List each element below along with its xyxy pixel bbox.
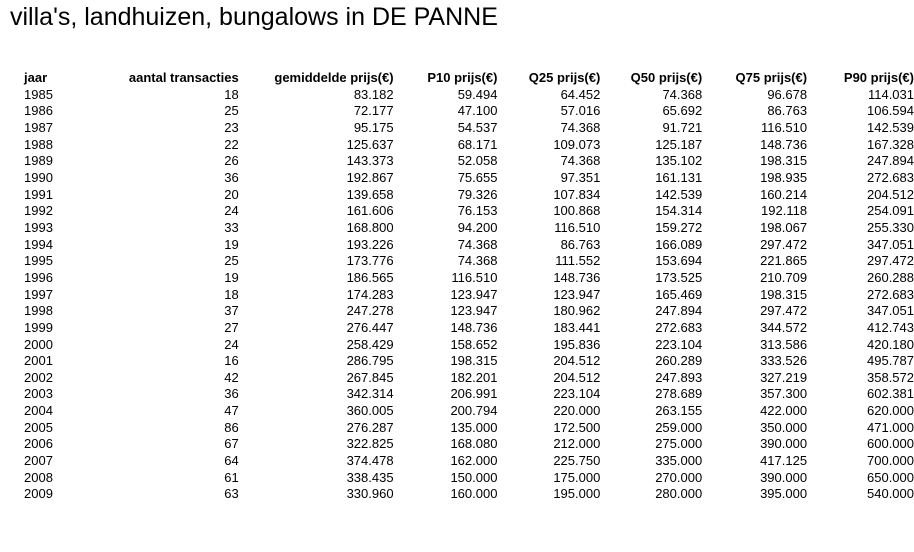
cell-q25-prijs: 204.512 [553,353,601,369]
cell-jaar: 1998 [24,303,53,319]
cell-q75-prijs: 198.935 [760,169,808,185]
cell-p90-prijs: 600.000 [867,436,914,452]
cell-gemiddelde-prijs: 186.565 [346,269,394,285]
cell-gemiddelde-prijs: 95.175 [353,119,394,135]
cell-q25-prijs: 180.962 [553,303,601,319]
table-row [24,203,914,220]
cell-gemiddelde-prijs: 322.825 [346,436,394,452]
cell-p90-prijs: 420.180 [867,336,914,352]
cell-p10-prijs: 54.537 [457,119,498,135]
cell-q50-prijs: 272.683 [655,319,703,335]
cell-p10-prijs: 206.991 [450,386,498,402]
cell-jaar: 1996 [24,269,53,285]
cell-p10-prijs: 75.655 [457,169,498,185]
cell-p10-prijs: 116.510 [451,269,498,285]
cell-q50-prijs: 247.893 [655,369,703,385]
cell-q50-prijs: 125.187 [655,136,703,152]
cell-p10-prijs: 123.947 [450,303,498,319]
cell-q75-prijs: 116.510 [761,119,808,135]
cell-q25-prijs: 111.552 [555,253,601,269]
cell-q25-prijs: 86.763 [560,236,601,252]
table-row [24,253,914,270]
table-row [24,187,914,204]
cell-jaar: 1990 [24,169,53,185]
cell-p90-prijs: 347.051 [867,303,914,319]
cell-p90-prijs: 106.594 [867,103,914,119]
cell-q50-prijs: 223.104 [655,336,703,352]
cell-p10-prijs: 168.080 [450,436,498,452]
cell-p90-prijs: 254.091 [867,203,914,219]
cell-aantal-transacties: 86 [224,419,239,435]
cell-p90-prijs: 204.512 [867,186,914,202]
cell-q25-prijs: 212.000 [553,436,601,452]
cell-gemiddelde-prijs: 192.867 [346,169,394,185]
cell-p10-prijs: 182.201 [450,369,498,385]
cell-jaar: 1992 [24,203,53,219]
cell-q75-prijs: 297.472 [760,236,808,252]
cell-q75-prijs: 390.000 [760,469,808,485]
table-row [24,370,914,387]
cell-q50-prijs: 247.894 [655,303,703,319]
cell-gemiddelde-prijs: 247.278 [346,303,394,319]
cell-p10-prijs: 52.058 [457,153,498,169]
cell-p90-prijs: 602.381 [867,386,914,402]
cell-aantal-transacties: 22 [224,136,239,152]
cell-gemiddelde-prijs: 72.177 [353,103,394,119]
cell-p90-prijs: 272.683 [867,169,914,185]
cell-p10-prijs: 198.315 [450,353,498,369]
column-header-jaar: jaar [24,70,48,85]
cell-q75-prijs: 198.315 [760,153,808,169]
cell-p10-prijs: 123.947 [450,286,498,302]
cell-q75-prijs: 297.472 [760,303,808,319]
cell-p10-prijs: 158.652 [450,336,498,352]
cell-q25-prijs: 195.000 [553,486,601,502]
cell-gemiddelde-prijs: 173.776 [346,253,394,269]
cell-q50-prijs: 159.272 [655,219,703,235]
table-row [24,353,914,370]
cell-p90-prijs: 297.472 [867,253,914,269]
cell-p10-prijs: 74.368 [457,253,498,269]
cell-jaar: 2000 [24,336,53,352]
table-row [24,153,914,170]
cell-aantal-transacties: 37 [224,303,239,319]
column-header-p10-prijs: P10 prijs(€) [427,70,498,85]
cell-aantal-transacties: 47 [224,403,239,419]
cell-p90-prijs: 272.683 [867,286,914,302]
cell-jaar: 1997 [24,286,53,302]
cell-jaar: 2004 [24,403,53,419]
table-row [24,287,914,304]
cell-q75-prijs: 417.125 [760,453,808,469]
header-row [24,70,914,87]
table-body [24,87,914,503]
cell-q25-prijs: 204.512 [553,369,601,385]
cell-q50-prijs: 263.155 [655,403,703,419]
cell-aantal-transacties: 27 [224,319,239,335]
cell-q50-prijs: 154.314 [655,203,703,219]
table-row [24,303,914,320]
cell-q25-prijs: 109.073 [553,136,601,152]
cell-q25-prijs: 225.750 [553,453,601,469]
cell-gemiddelde-prijs: 276.447 [346,319,394,335]
cell-p90-prijs: 471.000 [867,419,914,435]
cell-p10-prijs: 76.153 [457,203,498,219]
table-row [24,320,914,337]
cell-gemiddelde-prijs: 168.800 [346,219,394,235]
table-row [24,337,914,354]
cell-jaar: 1986 [24,103,53,119]
cell-q75-prijs: 198.315 [760,286,808,302]
cell-q75-prijs: 390.000 [760,436,808,452]
cell-jaar: 2003 [24,386,53,402]
cell-jaar: 1987 [24,119,53,135]
cell-q25-prijs: 74.368 [560,119,601,135]
cell-gemiddelde-prijs: 276.287 [346,419,394,435]
cell-q50-prijs: 259.000 [655,419,703,435]
cell-q50-prijs: 74.368 [662,86,703,102]
cell-q50-prijs: 166.089 [655,236,703,252]
cell-q25-prijs: 148.736 [553,269,601,285]
cell-p10-prijs: 79.326 [457,186,498,202]
cell-q50-prijs: 280.000 [655,486,703,502]
cell-aantal-transacties: 24 [224,336,239,352]
cell-aantal-transacties: 24 [224,203,239,219]
cell-aantal-transacties: 42 [224,369,239,385]
cell-jaar: 1988 [24,136,53,152]
cell-q50-prijs: 91.721 [662,119,703,135]
cell-q25-prijs: 183.441 [553,319,601,335]
cell-q75-prijs: 221.865 [760,253,808,269]
cell-q50-prijs: 153.694 [655,253,703,269]
cell-q50-prijs: 173.525 [655,269,703,285]
cell-jaar: 2008 [24,469,53,485]
cell-q25-prijs: 100.868 [553,203,601,219]
cell-q50-prijs: 278.689 [655,386,703,402]
cell-jaar: 1989 [24,153,53,169]
cell-aantal-transacties: 23 [224,119,239,135]
cell-q75-prijs: 350.000 [760,419,808,435]
cell-p90-prijs: 347.051 [867,236,914,252]
cell-q25-prijs: 107.834 [553,186,601,202]
cell-gemiddelde-prijs: 193.226 [346,236,394,252]
cell-q75-prijs: 422.000 [760,403,808,419]
cell-jaar: 1985 [24,86,53,102]
cell-p10-prijs: 68.171 [457,136,498,152]
cell-q75-prijs: 198.067 [760,219,808,235]
cell-aantal-transacties: 19 [224,269,239,285]
cell-aantal-transacties: 67 [224,436,239,452]
cell-q75-prijs: 344.572 [760,319,808,335]
cell-aantal-transacties: 19 [224,236,239,252]
cell-q25-prijs: 116.510 [554,219,601,235]
cell-aantal-transacties: 33 [224,219,239,235]
cell-jaar: 1994 [24,236,53,252]
table-row [24,87,914,104]
cell-p10-prijs: 94.200 [457,219,498,235]
cell-q75-prijs: 313.586 [760,336,808,352]
cell-q50-prijs: 165.469 [655,286,703,302]
page-title: villa's, landhuizen, bungalows in DE PANNE [10,3,498,31]
transactions-table [24,70,914,503]
table-row [24,470,914,487]
cell-q25-prijs: 223.104 [553,386,601,402]
cell-p90-prijs: 495.787 [867,353,914,369]
cell-jaar: 2009 [24,486,53,502]
cell-q75-prijs: 327.219 [760,369,808,385]
cell-p90-prijs: 247.894 [867,153,914,169]
cell-p90-prijs: 358.572 [867,369,914,385]
cell-p90-prijs: 255.330 [867,219,914,235]
cell-gemiddelde-prijs: 174.283 [346,286,394,302]
column-header-q75-prijs: Q75 prijs(€) [735,70,808,85]
cell-q50-prijs: 65.692 [662,103,703,119]
cell-q25-prijs: 220.000 [553,403,601,419]
cell-p90-prijs: 412.743 [867,319,914,335]
cell-gemiddelde-prijs: 143.373 [346,153,394,169]
cell-p10-prijs: 135.000 [450,419,498,435]
cell-p10-prijs: 47.100 [457,103,498,119]
cell-aantal-transacties: 18 [224,86,239,102]
cell-p10-prijs: 59.494 [457,86,498,102]
column-header-aantal-transacties: aantal transacties [128,70,239,85]
cell-p90-prijs: 142.539 [867,119,914,135]
cell-gemiddelde-prijs: 286.795 [346,353,394,369]
cell-aantal-transacties: 26 [224,153,239,169]
cell-q75-prijs: 86.763 [767,103,808,119]
table-row [24,170,914,187]
cell-q75-prijs: 192.118 [761,203,808,219]
cell-q25-prijs: 123.947 [553,286,601,302]
cell-p90-prijs: 260.288 [867,269,914,285]
column-header-q50-prijs: Q50 prijs(€) [630,70,703,85]
table-row [24,120,914,137]
cell-aantal-transacties: 63 [224,486,239,502]
cell-jaar: 1993 [24,219,53,235]
cell-aantal-transacties: 20 [224,186,239,202]
cell-jaar: 1991 [24,186,53,202]
cell-q75-prijs: 96.678 [767,86,808,102]
table-row [24,220,914,237]
table-row [24,453,914,470]
cell-gemiddelde-prijs: 258.429 [346,336,394,352]
cell-gemiddelde-prijs: 342.314 [346,386,394,402]
table-row [24,103,914,120]
cell-q50-prijs: 135.102 [655,153,703,169]
column-header-q25-prijs: Q25 prijs(€) [528,70,601,85]
cell-q25-prijs: 195.836 [553,336,601,352]
cell-q75-prijs: 148.736 [760,136,808,152]
table-row [24,270,914,287]
table-row [24,436,914,453]
cell-jaar: 1999 [24,319,53,335]
cell-aantal-transacties: 64 [224,453,239,469]
cell-q50-prijs: 161.131 [655,169,703,185]
cell-aantal-transacties: 36 [224,386,239,402]
cell-q25-prijs: 64.452 [560,86,601,102]
cell-q50-prijs: 335.000 [655,453,703,469]
table-row [24,237,914,254]
cell-aantal-transacties: 25 [224,103,239,119]
table-row [24,420,914,437]
cell-aantal-transacties: 61 [224,469,239,485]
cell-gemiddelde-prijs: 83.182 [353,86,394,102]
column-header-gemiddelde-prijs: gemiddelde prijs(€) [274,70,394,85]
cell-gemiddelde-prijs: 338.435 [346,469,394,485]
cell-q25-prijs: 175.000 [553,469,601,485]
cell-q75-prijs: 357.300 [760,386,808,402]
cell-jaar: 1995 [24,253,53,269]
cell-q75-prijs: 210.709 [760,269,808,285]
cell-aantal-transacties: 16 [224,353,239,369]
cell-jaar: 2005 [24,419,53,435]
cell-q25-prijs: 74.368 [560,153,601,169]
cell-gemiddelde-prijs: 374.478 [346,453,394,469]
cell-p10-prijs: 200.794 [450,403,498,419]
column-header-p90-prijs: P90 prijs(€) [843,70,914,85]
cell-aantal-transacties: 25 [224,253,239,269]
table-row [24,137,914,154]
cell-q75-prijs: 160.214 [760,186,808,202]
cell-p10-prijs: 162.000 [450,453,498,469]
cell-aantal-transacties: 36 [224,169,239,185]
cell-p90-prijs: 114.031 [867,86,914,102]
cell-gemiddelde-prijs: 161.606 [346,203,394,219]
cell-gemiddelde-prijs: 267.845 [346,369,394,385]
cell-p10-prijs: 150.000 [450,469,498,485]
cell-q25-prijs: 57.016 [560,103,601,119]
cell-p90-prijs: 540.000 [867,486,914,502]
cell-p90-prijs: 620.000 [867,403,914,419]
table-row [24,386,914,403]
cell-p10-prijs: 74.368 [457,236,498,252]
cell-q75-prijs: 395.000 [760,486,808,502]
cell-aantal-transacties: 18 [224,286,239,302]
cell-q50-prijs: 275.000 [655,436,703,452]
cell-gemiddelde-prijs: 360.005 [346,403,394,419]
cell-jaar: 2006 [24,436,53,452]
cell-jaar: 2007 [24,453,53,469]
table-row [24,403,914,420]
cell-jaar: 2001 [24,353,53,369]
cell-q25-prijs: 97.351 [560,169,601,185]
cell-q75-prijs: 333.526 [760,353,808,369]
cell-p10-prijs: 148.736 [450,319,498,335]
cell-jaar: 2002 [24,369,53,385]
cell-gemiddelde-prijs: 125.637 [346,136,394,152]
cell-q25-prijs: 172.500 [553,419,601,435]
cell-q50-prijs: 142.539 [655,186,703,202]
cell-p90-prijs: 700.000 [867,453,914,469]
cell-p90-prijs: 167.328 [867,136,914,152]
table-row [24,486,914,503]
cell-p90-prijs: 650.000 [867,469,914,485]
cell-q50-prijs: 260.289 [655,353,703,369]
cell-gemiddelde-prijs: 330.960 [346,486,394,502]
cell-q50-prijs: 270.000 [655,469,703,485]
cell-gemiddelde-prijs: 139.658 [346,186,394,202]
cell-p10-prijs: 160.000 [450,486,498,502]
